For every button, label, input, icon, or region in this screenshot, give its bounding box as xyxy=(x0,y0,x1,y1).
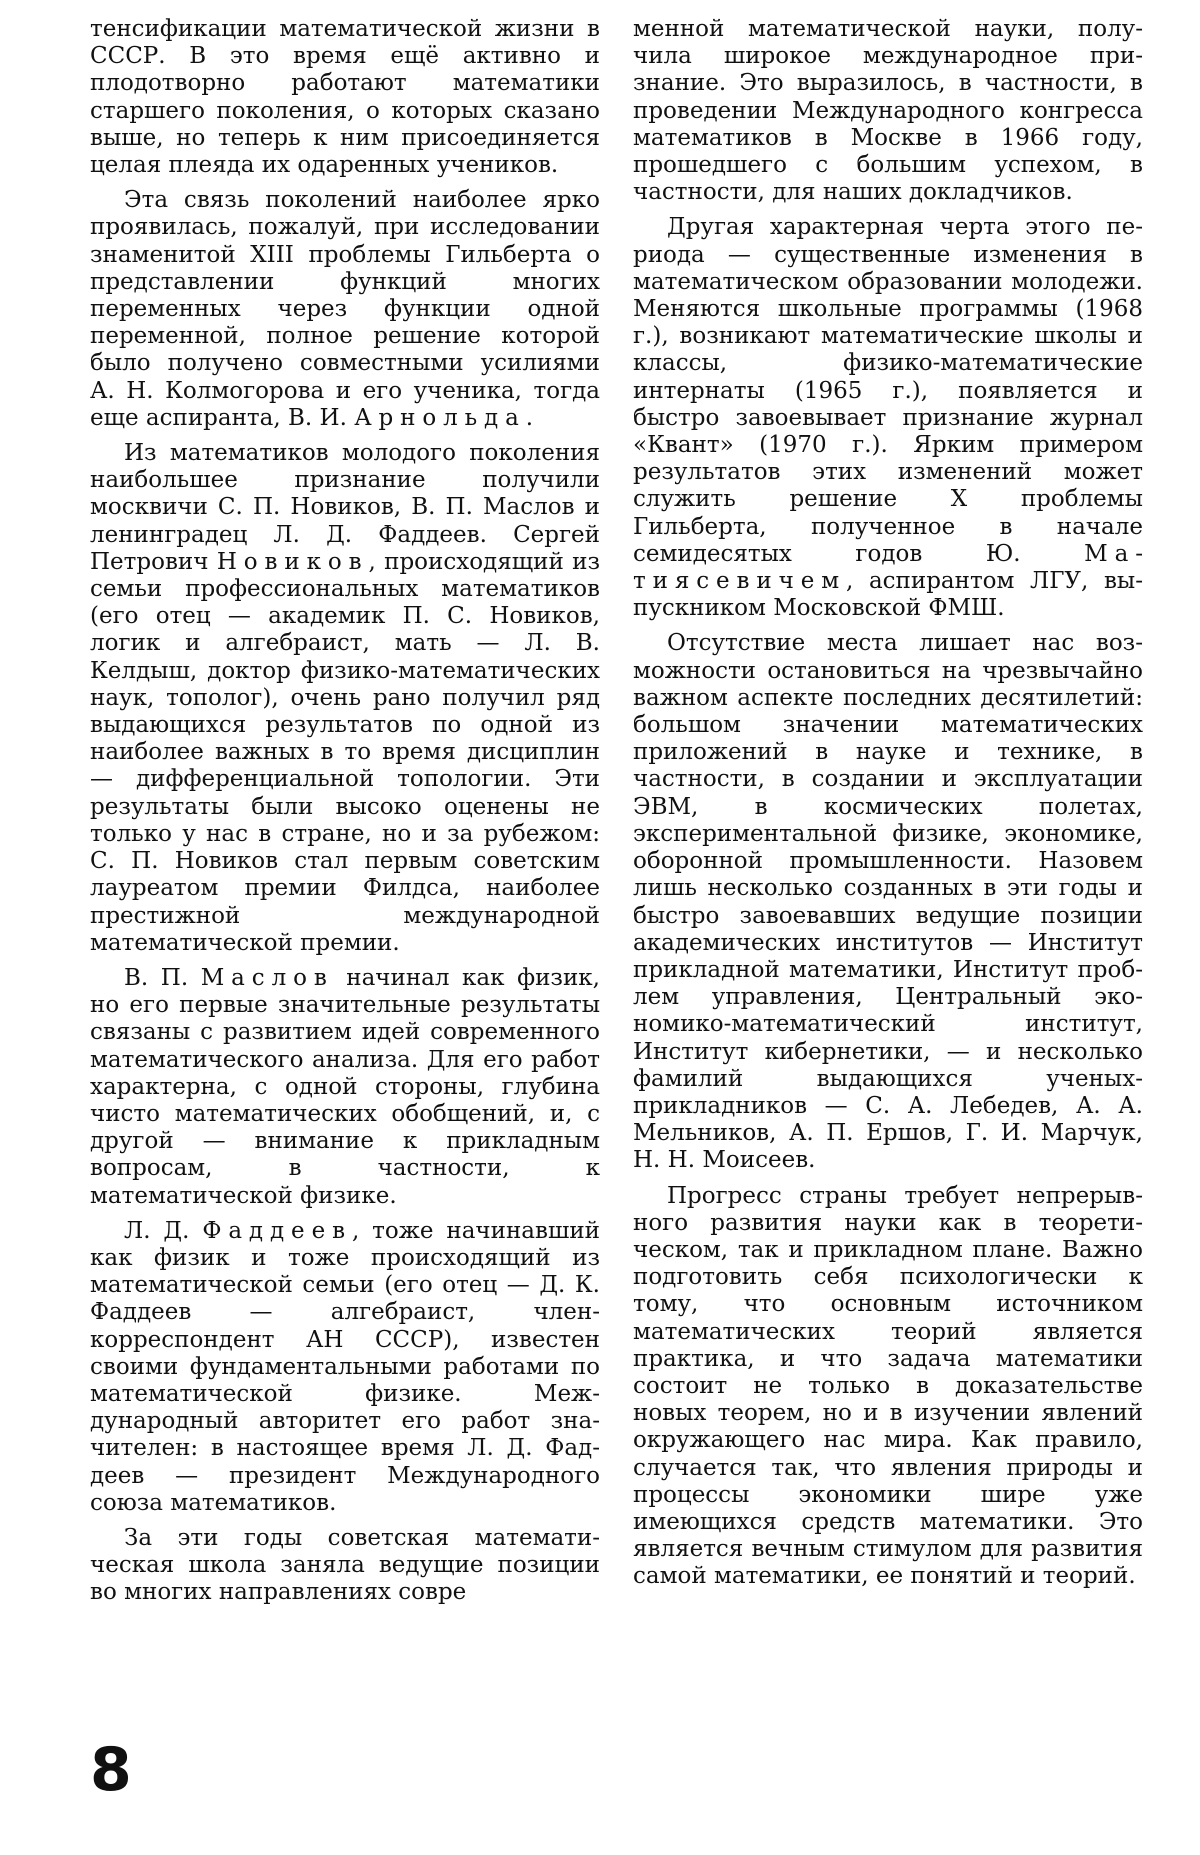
name-maslov: Маслов xyxy=(200,964,334,991)
right-column xyxy=(633,16,1143,1591)
paragraph-education xyxy=(633,214,1143,622)
paragraph-text-rest: , происходящий из семьи профессиональных математиков (его отец — академик П. С. Новиков, логик и алгебраист, мать — Л. В. Келдыш, доктор физико-математических наук, тополог), очень рано получил ряд выдающихся результатов по одной из наиболее важных в то время дисциплин — дифференциальной топологии. Эти результаты были высоко оценены не только у нас в стране, но и за рубежом: С. П. Новиков стал первым советским лауреатом премии Филдса, наиболее престижной международной математической премии. xyxy=(90,548,601,956)
paragraph-end: . xyxy=(525,404,534,431)
name-faddeev: Фаддеев xyxy=(202,1217,352,1244)
paragraph-text: За эти годы советская математическая школа заняла ведущие позиции во многих направлениях совре xyxy=(90,1524,600,1606)
paragraph-text-rest: начинал как физик, но его первые значительные результаты связаны с развитием идей современного математического анализа. Для его работ характерна, с одной стороны, глубина чисто математических обобщений, и, с другой — внимание к прикладным вопросам, в частности, к математической физике. xyxy=(90,964,600,1209)
paragraph-text-rest: , тоже начинавший как физик и тоже происходящий из математической семьи (его отец — Д. К. Фаддеев — алгебраист, член-корреспондент АН СССР), известен своими фундаментальными работами по математической физике. Международный авторитет его работ значителен: в настоящее время Л. Д. Фаддеев — президент Международного союза математиков. xyxy=(90,1217,601,1516)
paragraph-continuation xyxy=(90,16,600,179)
paragraph-applications xyxy=(633,630,1143,1174)
paragraph-text: менной математической науки, получила широкое международное признание. Это выразилось, в частности, в проведении Международного конгресса математиков в Москве в 1966 году, прошедшего с большим успехом, в частности, для наших докладчиков. xyxy=(633,16,1143,206)
paragraph-text-rest: , аспирантом ЛГУ, выпускником Московской ФМШ. xyxy=(633,568,1143,622)
paragraph-prefix: В. П. xyxy=(124,964,201,991)
name-arnold: Арнольда xyxy=(354,404,526,431)
paragraph-text: Эта связь поколений наиболее ярко проявилась, пожалуй, при исследовании знаменитой XIII проблемы Гильберта о представлении функций многих переменных через функции одной переменной, полное решение которой было получено совместными усилиями А. Н. Колмогорова и его ученика, тогда еще аспиранта, В. И. xyxy=(90,187,600,431)
paragraph-text: Отсутствие места лишает нас возможности остановиться на чрезвычайно важном аспекте последних десятилетий: большом значении математических приложений в науке и технике, в частности, в создании и эксплуатации ЭВМ, в космических полетах, экспериментальной физике, экономике, оборонной промышленности. Назовем лишь несколько созданных в эти годы и быстро завоевавших ведущие позиции академических институтов — Институт прикладной математики, Институт проблем управления, Центральный экономико-математический институт, Институт кибернетики, — и несколько фамилий выдающихся ученых-прикладников — С. А. Лебедев, А. А. Мельников, А. П. Ершов, Г. И. Марчук, Н. Н. Моисеев. xyxy=(633,630,1143,1174)
name-matiyasevich: Матиясевичем xyxy=(633,540,1143,595)
paragraph-novikov xyxy=(90,440,600,957)
paragraph-soviet-school xyxy=(90,1525,600,1607)
paragraph-prefix: Л. Д. xyxy=(124,1217,203,1244)
paragraph-text: Другая характерная черта этого периода — существенные изменения в математическом образовании молодежи. Меняются школьные программы (1968 г.), возникают математические школы и классы, физико-математические интернаты (1965 г.), появляется и быстро завоевывает признание журнал «Квант» (1970 г.). Ярким примером результатов этих изменений может служить решение X проблемы Гильберта, полученное в начале семидесятых годов Ю. xyxy=(633,214,1143,567)
page-number: 8 xyxy=(90,1735,132,1805)
left-column xyxy=(90,16,600,1607)
paragraph-progress xyxy=(633,1183,1143,1591)
name-novikov: Новиков xyxy=(216,548,369,575)
paragraph-text: Из математиков молодого поколения наибольшее признание получили москвичи С. П. Новиков, В. П. Маслов и ленинградец Л. Д. Фаддеев. Сергей Петрович xyxy=(90,440,600,575)
paragraph-text: тенсификации математической жизни в СССР. В это время ещё активно и плодотворно работают математики старшего поколения, о которых сказано выше, но теперь к ним присоединяется целая плеяда их одаренных учеников. xyxy=(90,16,600,179)
paragraph-text: Прогресс страны требует непрерывного развития науки как в теоретическом, так и прикладном плане. Важно подготовить себя психологически к тому, что основным источником математических теорий является практика, и что задача математики состоит не только в доказательстве новых теорем, но и в изучении явлений окружающего нас мира. Как правило, случается так, что явления природы и процессы экономики шире уже имеющихся средств математики. Это является вечным стимулом для развития самой математики, ее понятий и теорий. xyxy=(633,1182,1143,1590)
paragraph-faddeev xyxy=(90,1218,600,1517)
paragraph-continuation xyxy=(633,16,1143,206)
paragraph-generations xyxy=(90,187,600,432)
paragraph-maslov xyxy=(90,965,600,1210)
